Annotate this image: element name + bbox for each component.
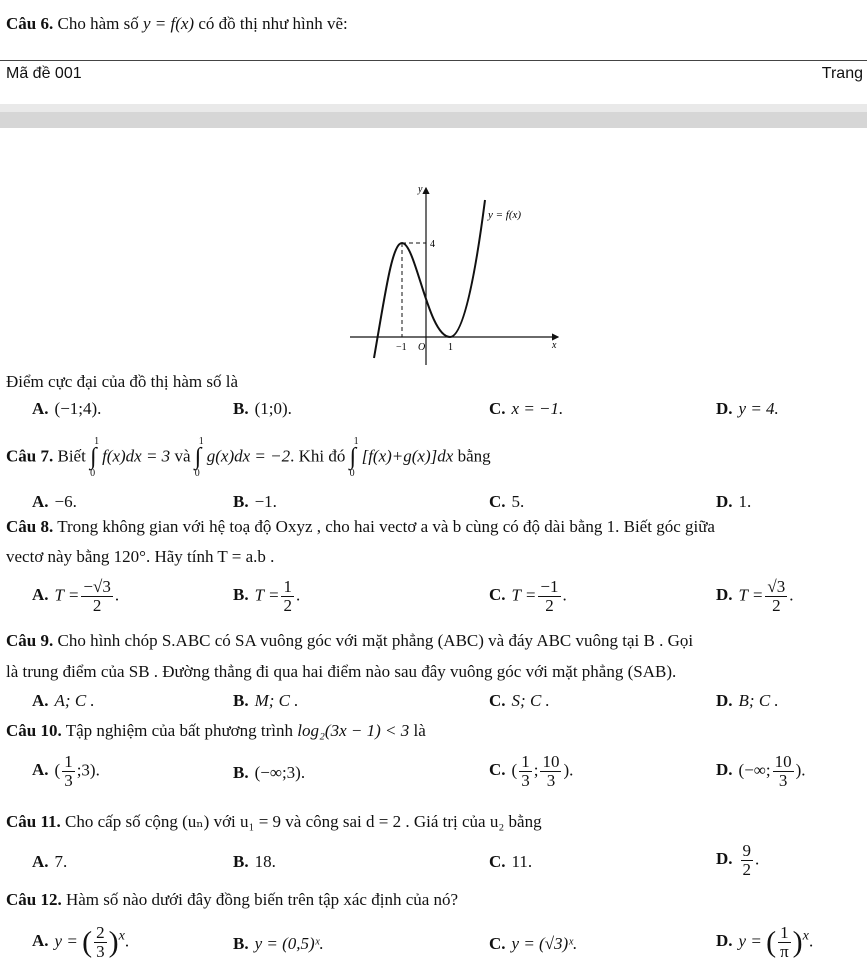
q8-stem-line2: vectơ này bằng 120°. Hãy tính T = a.b . <box>6 547 275 566</box>
q7-option-a[interactable]: A. −6. <box>32 492 77 511</box>
q7-stem: Câu 7. Biết ∫ 1 0 f(x)dx = 3 và ∫ 1 0 g(x)dx = −2. Khi đó ∫ 1 0 [f(x)+g(x)]dx bằng <box>6 436 491 479</box>
q6-prompt: Điểm cực đại của đồ thị hàm số là <box>6 372 239 391</box>
q8-option-d[interactable]: D. T = $\frac{√3}{2}$ . <box>716 577 794 615</box>
integral-sign-icon: ∫ 1 0 <box>349 436 359 479</box>
q6-tail: có đồ thị như hình vẽ: <box>198 14 348 33</box>
header-divider <box>0 60 867 61</box>
q8-option-b[interactable]: B. T = $\frac{1}{2}$ . <box>233 577 301 615</box>
q6-number: Câu 6. <box>6 14 54 33</box>
q11-option-a[interactable]: A. 7. <box>32 852 68 871</box>
q8-option-c[interactable]: C. T = $\frac{-1}{2}$ . <box>489 577 567 615</box>
q9-option-a[interactable]: A. A; C . <box>32 691 95 710</box>
q7-option-b[interactable]: B. −1. <box>233 492 277 511</box>
q12-stem: Câu 12. Hàm số nào dưới đây đồng biến trên tập xác định của nó? <box>6 890 459 909</box>
q9-stem-line1: Câu 9. Cho hình chóp S.ABC có SA vuông góc với mặt phẳng (ABC) và đáy ABC vuông tại B . Gọi <box>6 631 694 650</box>
q10-stem: Câu 10. Tập nghiệm của bất phương trình log₂(3x − 1) < 3 là <box>6 721 426 740</box>
q12-option-d[interactable]: D. y = ( $\frac{1}{\pi}$ )$^x$. <box>716 923 814 961</box>
q12-option-b[interactable]: B. y = (0,5)ˣ. <box>233 934 324 953</box>
q10-option-d[interactable]: D. (−∞; $\frac{10}{3}$ ). <box>716 752 806 790</box>
x-axis-label: x <box>552 340 557 351</box>
q6-option-a[interactable]: A. (−1;4). <box>32 399 102 418</box>
y-axis-label: y <box>418 184 423 195</box>
q6-math: y = f(x) <box>142 14 195 33</box>
q11-option-d[interactable]: D. $\frac{9}{2}$ . <box>716 841 760 879</box>
origin-label: O <box>418 342 426 353</box>
q7-number: Câu 7. <box>6 446 54 466</box>
q9-option-d[interactable]: D. B; C . <box>716 691 779 710</box>
q6-option-c[interactable]: C. x = −1. <box>489 399 564 418</box>
q11-stem: Câu 11. Cho cấp số cộng (uₙ) với u₁ = 9 và công sai d = 2 . Giá trị của u₂ bằng <box>6 812 542 831</box>
q8-option-a[interactable]: A. T = $\frac{-√3}{2}$ . <box>32 577 120 615</box>
q11-option-c[interactable]: C. 11. <box>489 852 533 871</box>
q10-option-c[interactable]: C. ( $\frac{1}{3}$ ; $\frac{10}{3}$ ). <box>489 752 574 790</box>
tick-x-neg1: −1 <box>396 342 407 353</box>
q12-option-c[interactable]: C. y = (√3)ˣ. <box>489 934 578 953</box>
tick-x-1: 1 <box>448 342 453 353</box>
q9-option-b[interactable]: B. M; C . <box>233 691 299 710</box>
q7-option-c[interactable]: C. 5. <box>489 492 525 511</box>
q10-option-a[interactable]: A. ( $\frac{1}{3}$ ;3). <box>32 752 100 790</box>
function-graph <box>340 180 570 370</box>
q6-option-d[interactable]: D. y = 4. <box>716 399 779 418</box>
q7-option-d[interactable]: D. 1. <box>716 492 752 511</box>
q9-option-c[interactable]: C. S; C . <box>489 691 550 710</box>
q9-stem-line2: là trung điểm của SB . Đường thẳng đi qua hai điểm nào sau đây vuông góc với mặt phẳng (SAB). <box>6 662 677 681</box>
q6-text: Cho hàm số <box>57 14 139 33</box>
header-band-dark <box>0 112 867 128</box>
header-band-light <box>0 104 867 112</box>
page-label: Trang <box>821 65 863 82</box>
q11-option-b[interactable]: B. 18. <box>233 852 276 871</box>
q8-stem-line1: Câu 8. Trong không gian với hệ toạ độ Oxyz , cho hai vectơ a và b cùng có độ dài bằng 1. Biết góc giữa <box>6 517 715 536</box>
integral-sign-icon: ∫ 1 0 <box>90 436 100 479</box>
q6-option-b[interactable]: B. (1;0). <box>233 399 292 418</box>
q10-option-b[interactable]: B. (−∞;3). <box>233 763 306 782</box>
q12-option-a[interactable]: A. y = ( $\frac{2}{3}$ )$^x$. <box>32 923 130 961</box>
integral-sign-icon: ∫ 1 0 <box>194 436 204 479</box>
tick-y-4: 4 <box>430 239 435 250</box>
q6-stem <box>6 14 348 34</box>
function-label: y = f(x) <box>488 209 522 221</box>
exam-code: Mã đề 001 <box>6 65 82 82</box>
function-curve <box>374 200 485 358</box>
